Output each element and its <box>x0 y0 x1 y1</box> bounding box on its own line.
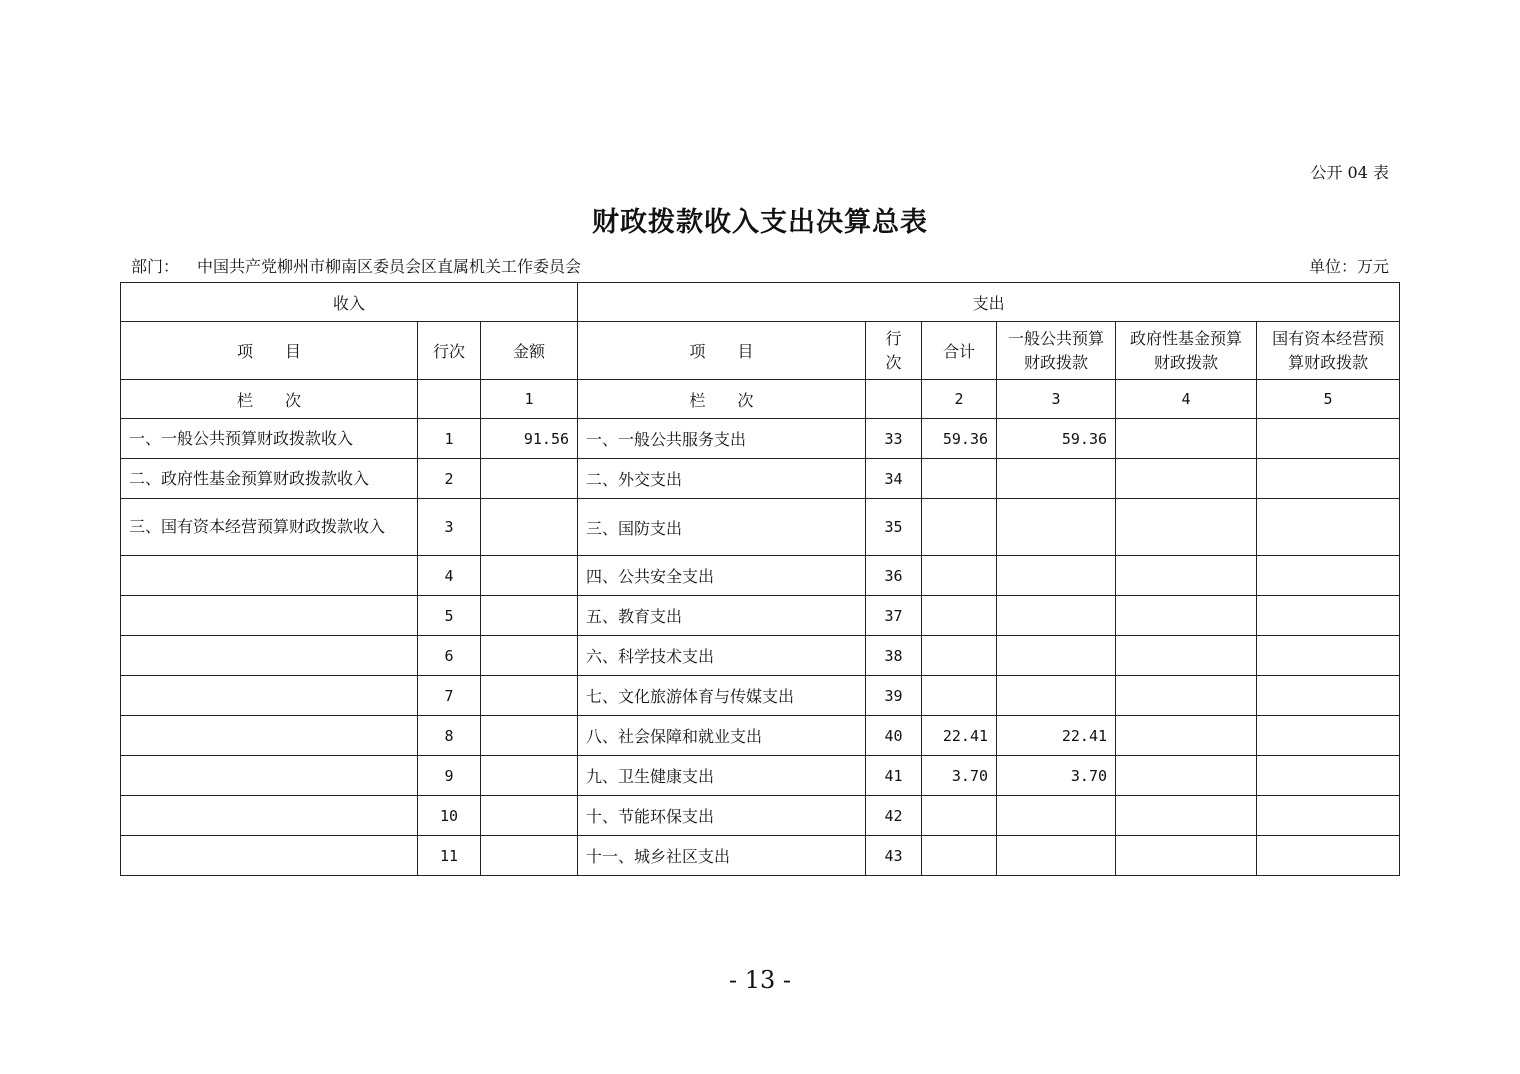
general-budget-cell <box>997 676 1116 716</box>
col-income-item: 项 目 <box>121 322 418 380</box>
income-item-cell: 一、一般公共预算财政拨款收入 <box>121 419 418 459</box>
income-row-no-cell: 11 <box>418 836 481 876</box>
column-index-row <box>121 380 1400 419</box>
total-cell <box>922 836 997 876</box>
gov-fund-cell <box>1116 636 1257 676</box>
income-amount-cell: 91.56 <box>481 419 578 459</box>
expense-item-cell: 一、一般公共服务支出 <box>578 419 866 459</box>
income-amount-cell <box>481 676 578 716</box>
income-item-cell: 二、政府性基金预算财政拨款收入 <box>121 459 418 499</box>
expense-item-cell: 九、卫生健康支出 <box>578 756 866 796</box>
income-item-cell: 三、国有资本经营预算财政拨款收入 <box>121 499 418 556</box>
total-cell <box>922 636 997 676</box>
income-row-no-cell: 8 <box>418 716 481 756</box>
general-budget-cell: 3.70 <box>997 756 1116 796</box>
expense-item-cell: 八、社会保障和就业支出 <box>578 716 866 756</box>
state-capital-cell <box>1257 636 1400 676</box>
table-row <box>121 756 1400 796</box>
expense-item-cell: 四、公共安全支出 <box>578 556 866 596</box>
income-row-no-cell: 4 <box>418 556 481 596</box>
income-item-cell <box>121 836 418 876</box>
gov-fund-cell <box>1116 596 1257 636</box>
col-gov-fund: 政府性基金预算财政拨款 <box>1116 322 1257 380</box>
expense-row-no-cell: 33 <box>866 419 922 459</box>
income-item-cell <box>121 556 418 596</box>
col-index-3: 3 <box>997 380 1116 419</box>
col-index-exp-label: 栏 次 <box>578 380 866 419</box>
income-amount-cell <box>481 796 578 836</box>
expense-item-cell: 六、科学技术支出 <box>578 636 866 676</box>
col-general-budget: 一般公共预算财政拨款 <box>997 322 1116 380</box>
income-amount-cell <box>481 596 578 636</box>
section-header-row <box>121 283 1400 322</box>
state-capital-cell <box>1257 499 1400 556</box>
expense-item-cell: 七、文化旅游体育与传媒支出 <box>578 676 866 716</box>
gov-fund-cell <box>1116 676 1257 716</box>
state-capital-cell <box>1257 796 1400 836</box>
income-row-no-cell: 1 <box>418 419 481 459</box>
table-row <box>121 459 1400 499</box>
total-cell <box>922 596 997 636</box>
income-amount-cell <box>481 836 578 876</box>
income-row-no-cell: 5 <box>418 596 481 636</box>
state-capital-cell <box>1257 459 1400 499</box>
column-header-row <box>121 322 1400 380</box>
general-budget-cell <box>997 459 1116 499</box>
income-amount-cell <box>481 556 578 596</box>
unit-label: 单位：万元 <box>1308 257 1389 276</box>
table-row <box>121 419 1400 459</box>
total-cell <box>922 556 997 596</box>
income-amount-cell <box>481 756 578 796</box>
expense-row-no-cell: 41 <box>866 756 922 796</box>
total-cell: 59.36 <box>922 419 997 459</box>
general-budget-cell <box>997 636 1116 676</box>
table-row <box>121 499 1400 556</box>
gov-fund-cell <box>1116 836 1257 876</box>
expense-item-cell: 三、国防支出 <box>578 499 866 556</box>
expense-item-cell: 五、教育支出 <box>578 596 866 636</box>
total-cell: 22.41 <box>922 716 997 756</box>
general-budget-cell: 22.41 <box>997 716 1116 756</box>
gov-fund-cell <box>1116 419 1257 459</box>
total-cell: 3.70 <box>922 756 997 796</box>
gov-fund-cell <box>1116 716 1257 756</box>
state-capital-cell <box>1257 676 1400 716</box>
gov-fund-cell <box>1116 796 1257 836</box>
col-income-amount: 金额 <box>481 322 578 380</box>
col-index-empty <box>418 380 481 419</box>
income-item-cell <box>121 796 418 836</box>
table-row <box>121 636 1400 676</box>
col-index-empty <box>866 380 922 419</box>
income-section-header: 收入 <box>121 283 578 322</box>
state-capital-cell <box>1257 419 1400 459</box>
income-amount-cell <box>481 499 578 556</box>
expense-item-cell: 十一、城乡社区支出 <box>578 836 866 876</box>
total-cell <box>922 499 997 556</box>
table-row <box>121 676 1400 716</box>
table-row <box>121 556 1400 596</box>
income-item-cell <box>121 596 418 636</box>
income-amount-cell <box>481 636 578 676</box>
page-number: - 13 - <box>728 966 791 994</box>
total-cell <box>922 459 997 499</box>
income-item-cell <box>121 636 418 676</box>
income-row-no-cell: 7 <box>418 676 481 716</box>
col-index-label: 栏 次 <box>121 380 418 419</box>
state-capital-cell <box>1257 596 1400 636</box>
form-number: 公开 04 表 <box>1310 163 1389 182</box>
col-index-2: 2 <box>922 380 997 419</box>
table-row <box>121 836 1400 876</box>
gov-fund-cell <box>1116 756 1257 796</box>
col-income-row-no: 行次 <box>418 322 481 380</box>
total-cell <box>922 676 997 716</box>
gov-fund-cell <box>1116 459 1257 499</box>
income-item-cell <box>121 756 418 796</box>
income-row-no-cell: 10 <box>418 796 481 836</box>
gov-fund-cell <box>1116 499 1257 556</box>
income-row-no-cell: 2 <box>418 459 481 499</box>
total-cell <box>922 796 997 836</box>
general-budget-cell <box>997 596 1116 636</box>
income-row-no-cell: 6 <box>418 636 481 676</box>
state-capital-cell <box>1257 836 1400 876</box>
general-budget-cell <box>997 836 1116 876</box>
income-amount-cell <box>481 459 578 499</box>
expense-row-no-cell: 42 <box>866 796 922 836</box>
general-budget-cell <box>997 556 1116 596</box>
expense-section-header: 支出 <box>578 283 1400 322</box>
table-row <box>121 596 1400 636</box>
income-item-cell <box>121 676 418 716</box>
expense-row-no-cell: 37 <box>866 596 922 636</box>
expense-row-no-cell: 38 <box>866 636 922 676</box>
state-capital-cell <box>1257 756 1400 796</box>
expense-item-cell: 十、节能环保支出 <box>578 796 866 836</box>
state-capital-cell <box>1257 716 1400 756</box>
col-index-1: 1 <box>481 380 578 419</box>
col-total: 合计 <box>922 322 997 380</box>
col-index-4: 4 <box>1116 380 1257 419</box>
table-row <box>121 796 1400 836</box>
expense-row-no-cell: 43 <box>866 836 922 876</box>
page-title: 财政拨款收入支出决算总表 <box>592 207 928 238</box>
general-budget-cell: 59.36 <box>997 419 1116 459</box>
general-budget-cell <box>997 796 1116 836</box>
col-index-5: 5 <box>1257 380 1400 419</box>
gov-fund-cell <box>1116 556 1257 596</box>
table-row <box>121 716 1400 756</box>
col-state-capital: 国有资本经营预算财政拨款 <box>1257 322 1400 380</box>
income-row-no-cell: 3 <box>418 499 481 556</box>
expense-row-no-cell: 40 <box>866 716 922 756</box>
department-line <box>131 254 581 277</box>
department-label: 部门： <box>131 257 180 276</box>
department-name: 中国共产党柳州市柳南区委员会区直属机关工作委员会 <box>197 257 582 276</box>
expense-row-no-cell: 36 <box>866 556 922 596</box>
income-amount-cell <box>481 716 578 756</box>
expense-row-no-cell: 39 <box>866 676 922 716</box>
income-item-cell <box>121 716 418 756</box>
expense-row-no-cell: 35 <box>866 499 922 556</box>
state-capital-cell <box>1257 556 1400 596</box>
expense-item-cell: 二、外交支出 <box>578 459 866 499</box>
income-row-no-cell: 9 <box>418 756 481 796</box>
expense-row-no-cell: 34 <box>866 459 922 499</box>
budget-summary-table <box>120 282 1400 876</box>
col-expense-item: 项 目 <box>578 322 866 380</box>
col-expense-row-no: 行 次 <box>866 322 922 380</box>
general-budget-cell <box>997 499 1116 556</box>
